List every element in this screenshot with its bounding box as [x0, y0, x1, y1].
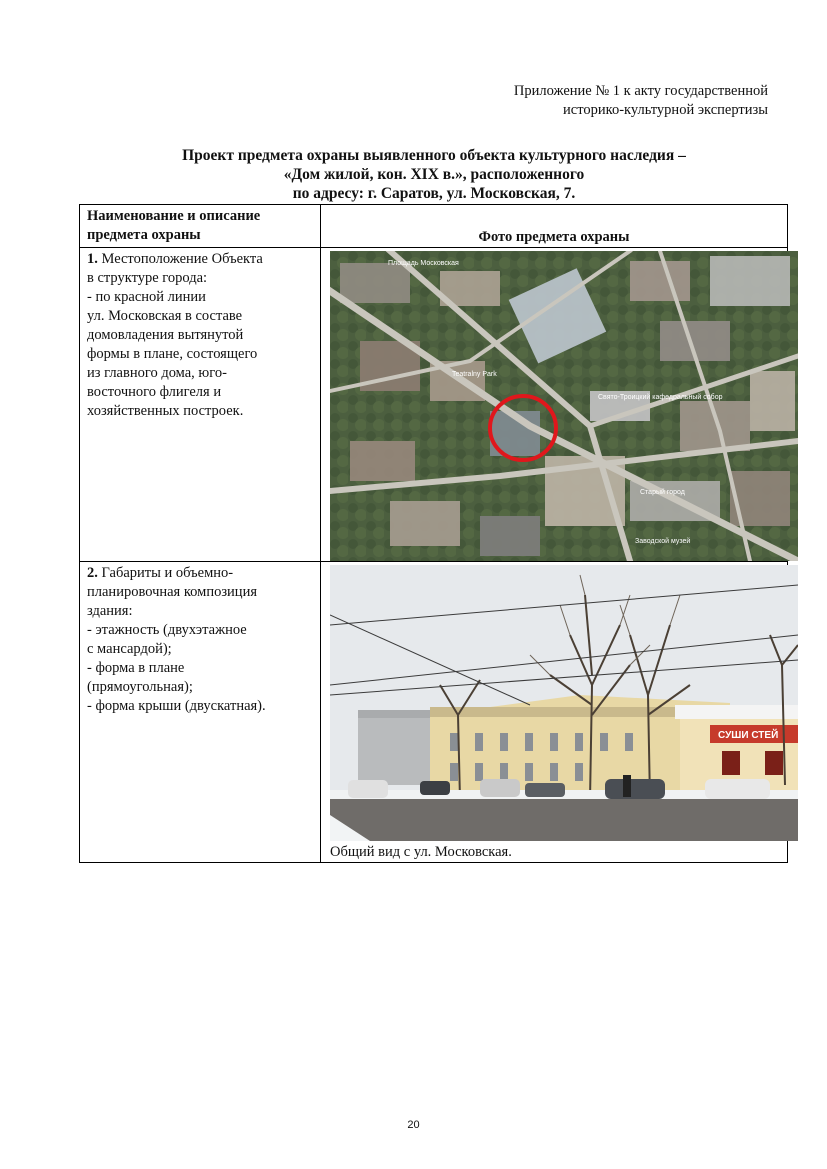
table-header-row	[80, 205, 788, 248]
row-1-line-8: хозяйственных построек.	[87, 403, 244, 419]
row-2-line-3: - этажность (двухэтажное	[87, 622, 247, 638]
row-2-line-2: здания:	[87, 603, 133, 619]
row-1-line-0: Местоположение Объекта	[97, 251, 263, 267]
row-1-line-4: домовладения вытянутой	[87, 327, 244, 343]
map-label-park: Teatralny Park	[452, 371, 497, 378]
map-label-cathedral: Свято-Троицкий кафедральный собор	[598, 394, 723, 401]
row-2-line-7: - форма крыши (двускатная).	[87, 698, 266, 714]
row-1-line-1: в структуре города:	[87, 270, 208, 286]
photo-caption: Общий вид с ул. Московская.	[330, 844, 512, 860]
row-1-description	[80, 248, 321, 562]
row-1-photo-cell	[321, 248, 788, 562]
column-header-description-line-1: Наименование и описание	[87, 208, 261, 224]
row-1-line-3: ул. Московская в составе	[87, 308, 243, 324]
row-2-line-1: планировочная композиция	[87, 584, 257, 600]
row-2-description	[80, 562, 321, 863]
street-view-photo	[330, 565, 798, 841]
row-1-line-7: восточного флигеля и	[87, 384, 222, 400]
shop-sign: СУШИ СТЕЙ	[718, 730, 779, 741]
title-line-2: «Дом жилой, кон. XIX в.», расположенного	[283, 166, 585, 183]
table-row	[80, 562, 788, 863]
page-number: 20	[407, 1119, 420, 1131]
column-header-description-line-2: предмета охраны	[87, 227, 201, 243]
row-2-line-4: с мансардой);	[87, 641, 172, 657]
appendix-line-2: историко-культурной экспертизы	[563, 102, 768, 118]
satellite-map-image	[330, 251, 798, 561]
map-label-museum: Заводской музей	[635, 538, 691, 545]
appendix-note	[514, 82, 768, 120]
row-2-photo-cell	[321, 562, 788, 863]
row-2-number: 2.	[87, 565, 98, 581]
title-line-1: Проект предмета охраны выявленного объекта культурного наследия –	[182, 147, 686, 164]
row-1-number: 1.	[87, 251, 98, 267]
row-2-line-0: Габариты и объемно-	[97, 565, 234, 581]
row-2-line-5: - форма в плане	[87, 660, 185, 676]
map-label-square: Площадь Московская	[388, 260, 459, 267]
row-1-line-5: формы в плане, состоящего	[87, 346, 258, 362]
row-1-line-6: из главного дома, юго-	[87, 365, 227, 381]
appendix-line-1: Приложение № 1 к акту государственной	[513, 83, 768, 99]
row-1-line-2: - по красной линии	[87, 289, 206, 305]
column-header-photo: Фото предмета охраны	[321, 205, 788, 248]
protection-subject-table	[79, 204, 788, 863]
table-row	[80, 248, 788, 562]
map-label-old-town: Старый город	[640, 489, 685, 496]
column-header-description	[80, 205, 321, 248]
document-title	[80, 146, 788, 203]
title-line-3: по адресу: г. Саратов, ул. Московская, 7.	[292, 185, 576, 202]
row-2-line-6: (прямоугольная);	[87, 679, 193, 695]
